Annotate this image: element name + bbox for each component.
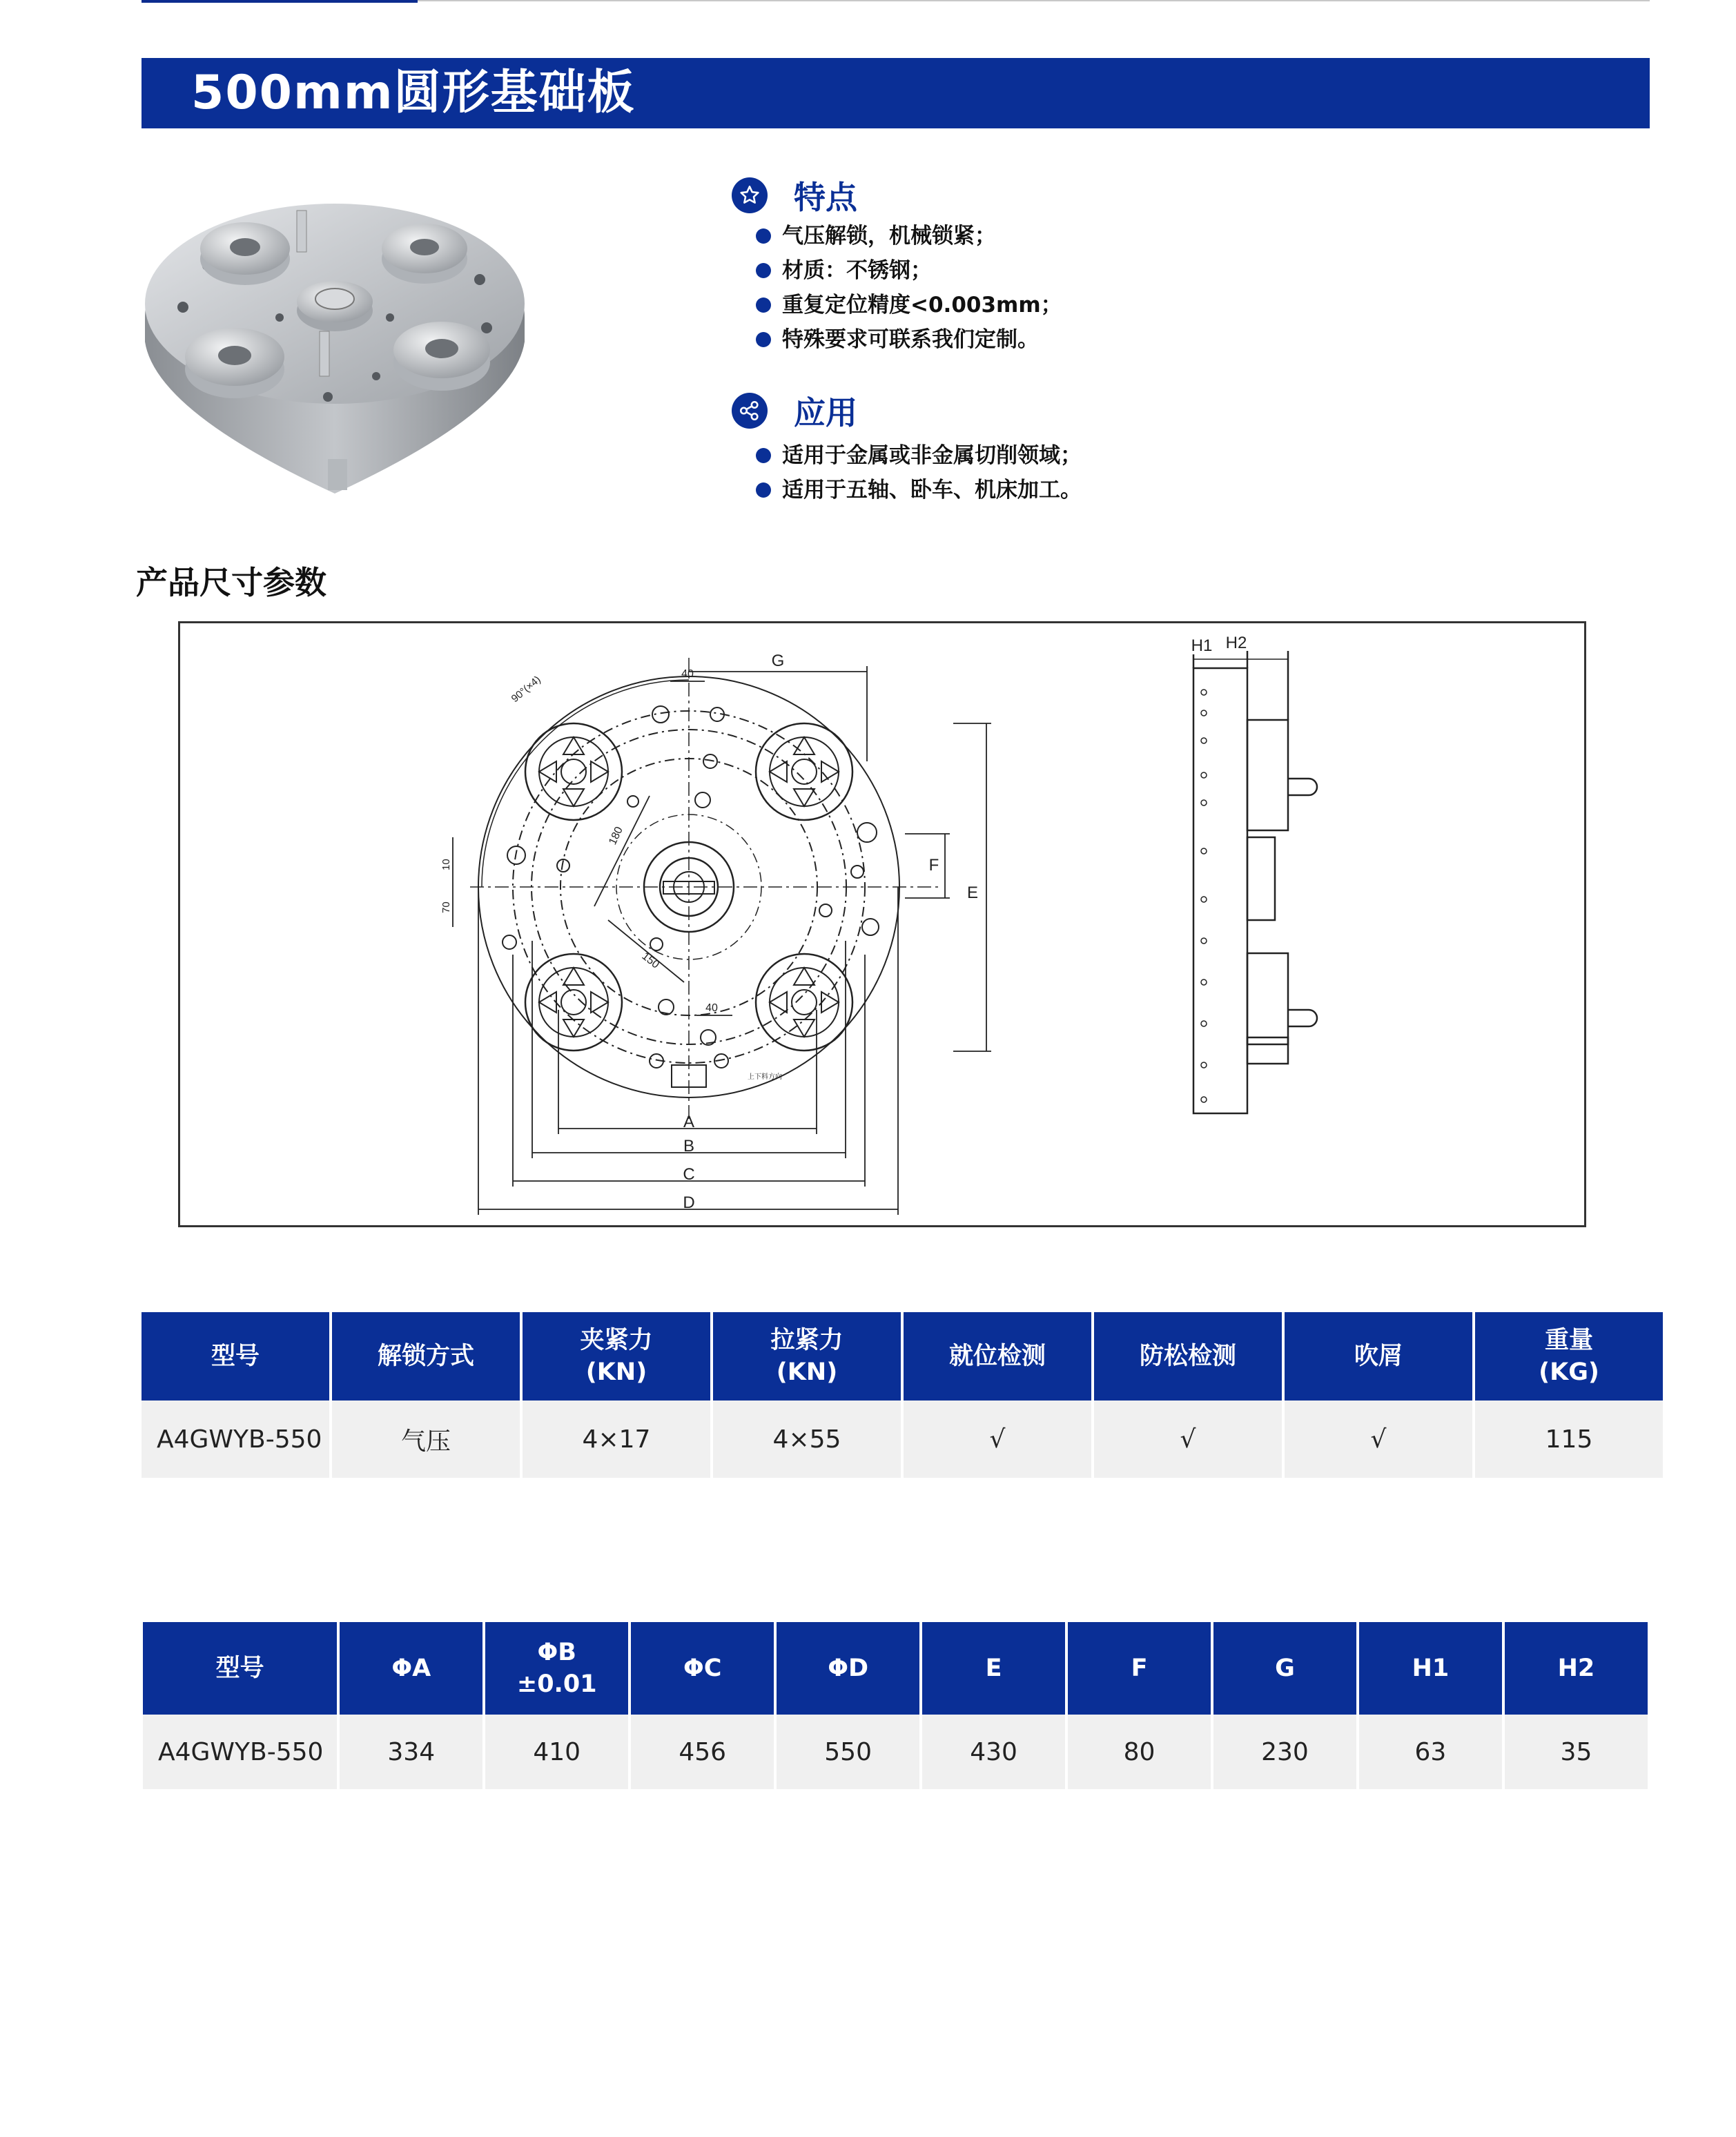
application-text: 适用于五轴、卧车、机床加工。 (782, 478, 1082, 502)
bullet-dot (756, 332, 771, 347)
dim-label-h2: H2 (1225, 634, 1247, 652)
bullet-dot (756, 297, 771, 313)
module-top-right (756, 723, 852, 820)
table-row (143, 1715, 1648, 1789)
cell-model: A4GWYB-550 (143, 1715, 337, 1789)
applications-list (756, 438, 1082, 507)
list-item (756, 322, 1062, 357)
spec-table-2 (140, 1622, 1650, 1789)
col-header-clamp-force: 夹紧力 (KN) (523, 1312, 710, 1401)
technical-drawing (178, 621, 1586, 1227)
dim-label-10: 10 (440, 859, 452, 870)
cell-h2: 35 (1505, 1715, 1648, 1789)
bullet-dot (756, 482, 771, 498)
dim-label-40-bottom: 40 (705, 1002, 718, 1014)
col-header-f: F (1068, 1622, 1211, 1715)
bullet-dot (756, 263, 771, 278)
cell-dia-c: 456 (631, 1715, 774, 1789)
list-item (756, 473, 1082, 507)
list-item (756, 438, 1082, 473)
cell-dia-b: 410 (485, 1715, 628, 1789)
mark-label: 上下料方向 (748, 1073, 782, 1081)
drawing-svg (180, 623, 1584, 1225)
dim-label-c: C (683, 1165, 695, 1184)
angle-arc (482, 680, 689, 887)
col-header-dia-d: ΦD (777, 1622, 919, 1715)
star-icon (732, 177, 768, 213)
col-header-g: G (1213, 1622, 1356, 1715)
applications-title: 应用 (794, 394, 857, 431)
dimensions-title: 产品尺寸参数 (136, 564, 326, 601)
cell-e: 430 (922, 1715, 1065, 1789)
top-accent (142, 0, 418, 3)
col-header-model: 型号 (142, 1312, 329, 1401)
feature-text: 气压解锁，机械锁紧； (782, 224, 996, 248)
application-text: 适用于金属或非金属切削领域； (782, 443, 1082, 468)
dim-label-f: F (928, 856, 939, 875)
dim-label-d: D (683, 1193, 695, 1212)
dim-label-40-top: 40 (681, 668, 694, 680)
features-heading (732, 173, 857, 218)
dim-label-180: 180 (607, 825, 625, 847)
feature-text: 特殊要求可联系我们定制。 (782, 327, 1039, 352)
features-title: 特点 (794, 179, 857, 216)
dim-label-h1: H1 (1191, 636, 1213, 655)
cell-f: 80 (1068, 1715, 1211, 1789)
dim-label-e: E (966, 884, 979, 902)
dim-label-a: A (683, 1113, 695, 1131)
cell-g: 230 (1213, 1715, 1356, 1789)
dim-label-angle: 90°(×4) (509, 674, 543, 705)
page-title: 500mm圆形基础板 (191, 66, 636, 120)
module-bottom-right (756, 954, 852, 1051)
spec-table-1 (139, 1312, 1666, 1478)
module-top-left (525, 723, 622, 820)
col-header-pull-force: 拉紧力 (KN) (713, 1312, 901, 1401)
col-header-unlock: 解锁方式 (332, 1312, 520, 1401)
bullet-dot (756, 228, 771, 244)
col-header-h1: H1 (1359, 1622, 1502, 1715)
col-header-h2: H2 (1505, 1622, 1648, 1715)
module-bottom-left (525, 954, 622, 1051)
col-header-dia-b: ΦB ±0.01 (485, 1622, 628, 1715)
col-header-position-detect: 就位检测 (904, 1312, 1091, 1401)
cell-clamp-force: 4×17 (523, 1401, 710, 1478)
cell-weight: 115 (1475, 1401, 1663, 1478)
dim-label-g: G (771, 652, 785, 670)
dim-label-150: 150 (639, 950, 662, 971)
product-photo (142, 169, 528, 494)
share-nodes-icon (732, 393, 768, 429)
col-header-loosen-detect: 防松检测 (1094, 1312, 1282, 1401)
cell-dia-a: 334 (340, 1715, 482, 1789)
list-item (756, 288, 1062, 322)
title-bar (142, 58, 1650, 128)
col-header-model: 型号 (143, 1622, 337, 1715)
cell-pull-force: 4×55 (713, 1401, 901, 1478)
list-item (756, 253, 1062, 288)
cell-position-detect: √ (904, 1401, 1091, 1478)
list-item (756, 219, 1062, 253)
feature-text: 材质：不锈钢； (782, 258, 932, 283)
feature-text: 重复定位精度<0.003mm； (782, 293, 1062, 318)
dim-label-70: 70 (440, 901, 452, 913)
applications-heading (732, 388, 857, 433)
col-header-weight: 重量 (KG) (1475, 1312, 1663, 1401)
table-row (142, 1401, 1663, 1478)
side-view (1193, 651, 1317, 1113)
col-header-dia-a: ΦA (340, 1622, 482, 1715)
col-header-chip-blow: 吹屑 (1285, 1312, 1472, 1401)
cell-model: A4GWYB-550 (142, 1401, 329, 1478)
cell-dia-d: 550 (777, 1715, 919, 1789)
bullet-dot (756, 448, 771, 463)
col-header-dia-c: ΦC (631, 1622, 774, 1715)
features-list (756, 219, 1062, 357)
cell-h1: 63 (1359, 1715, 1502, 1789)
cell-chip-blow: √ (1285, 1401, 1472, 1478)
dim-label-b: B (683, 1137, 695, 1155)
cell-unlock: 气压 (332, 1401, 520, 1478)
cell-loosen-detect: √ (1094, 1401, 1282, 1478)
col-header-e: E (922, 1622, 1065, 1715)
